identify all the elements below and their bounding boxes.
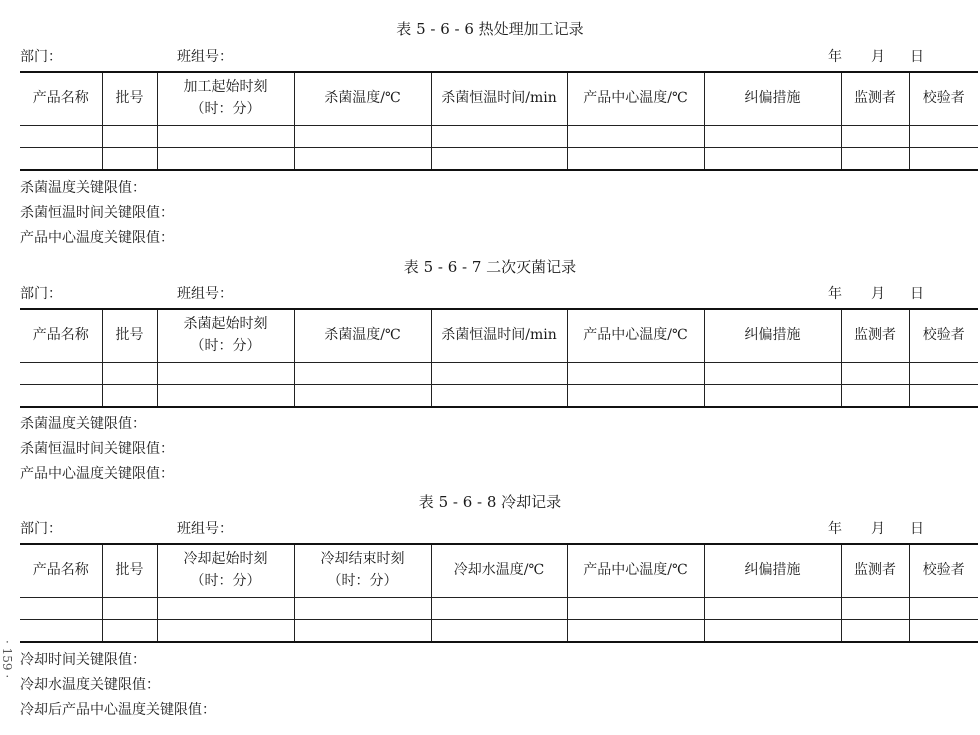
- limit-line: 杀菌恒温时间关键限值：: [20, 205, 174, 221]
- limit-line: 产品中心温度关键限值：: [20, 230, 174, 246]
- header-cool-end-time: 冷却结束时刻 （时：分）: [294, 544, 431, 598]
- header-cool-water-temp: 冷却水温度/℃: [431, 544, 567, 598]
- year-label: 年: [828, 521, 842, 537]
- table-title: 表 5 - 6 - 8 冷却记录: [418, 493, 562, 511]
- header-product-name: 产品名称: [20, 72, 102, 126]
- month-label: 月: [871, 49, 885, 65]
- limit-line: 杀菌恒温时间关键限值：: [20, 441, 174, 457]
- page-number: · 159 ·: [0, 640, 14, 679]
- header-batch: 批号: [102, 309, 157, 363]
- header-batch: 批号: [102, 72, 157, 126]
- header-product-name: 产品名称: [20, 309, 102, 363]
- limit-line: 冷却水温度关键限值：: [20, 677, 160, 693]
- header-monitor: 监测者: [841, 72, 909, 126]
- table-title: 表 5 - 6 - 6 热处理加工记录: [396, 20, 584, 38]
- table-row: [20, 148, 978, 171]
- cooling-table: [20, 543, 978, 643]
- header-monitor: 监测者: [841, 309, 909, 363]
- header-start-time: 杀菌起始时刻 （时：分）: [157, 309, 294, 363]
- limits-block: [20, 412, 174, 487]
- limit-line: 冷却时间关键限值：: [20, 652, 146, 668]
- header-start-time: 加工起始时刻 （时：分）: [157, 72, 294, 126]
- header-batch: 批号: [102, 544, 157, 598]
- day-label: 日: [910, 521, 924, 537]
- header-verifier: 校验者: [909, 72, 978, 126]
- table-row: [20, 620, 978, 643]
- year-label: 年: [828, 286, 842, 302]
- table-title: 表 5 - 6 - 7 二次灭菌记录: [403, 258, 577, 276]
- header-correction: 纠偏措施: [704, 544, 841, 598]
- limit-line: 冷却后产品中心温度关键限值：: [20, 702, 216, 718]
- table-row: [20, 598, 978, 620]
- header-product-name: 产品名称: [20, 544, 102, 598]
- header-verifier: 校验者: [909, 309, 978, 363]
- header-center-temp: 产品中心温度/℃: [567, 544, 704, 598]
- month-label: 月: [871, 286, 885, 302]
- header-hold-time: 杀菌恒温时间/min: [431, 309, 567, 363]
- secondary-sterilization-table: [20, 308, 978, 408]
- table-row: [20, 385, 978, 408]
- header-correction: 纠偏措施: [704, 72, 841, 126]
- header-monitor: 监测者: [841, 544, 909, 598]
- header-sterilize-temp: 杀菌温度/℃: [294, 72, 431, 126]
- day-label: 日: [910, 286, 924, 302]
- header-sterilize-temp: 杀菌温度/℃: [294, 309, 431, 363]
- year-label: 年: [828, 49, 842, 65]
- team-label: 班组号：: [177, 49, 233, 65]
- meta-row: [0, 283, 980, 303]
- table-row: [20, 126, 978, 148]
- header-center-temp: 产品中心温度/℃: [567, 309, 704, 363]
- dept-label: 部门：: [20, 286, 62, 302]
- dept-label: 部门：: [20, 521, 62, 537]
- dept-label: 部门：: [20, 49, 62, 65]
- header-correction: 纠偏措施: [704, 309, 841, 363]
- team-label: 班组号：: [177, 521, 233, 537]
- team-label: 班组号：: [177, 286, 233, 302]
- header-cool-start-time: 冷却起始时刻 （时：分）: [157, 544, 294, 598]
- month-label: 月: [871, 521, 885, 537]
- meta-row: [0, 46, 980, 66]
- heat-treatment-table: [20, 71, 978, 171]
- table-row: [20, 363, 978, 385]
- limit-line: 产品中心温度关键限值：: [20, 466, 174, 482]
- header-center-temp: 产品中心温度/℃: [567, 72, 704, 126]
- meta-row: [0, 518, 980, 538]
- limits-block: [20, 176, 174, 251]
- limits-block: [20, 648, 216, 723]
- header-hold-time: 杀菌恒温时间/min: [431, 72, 567, 126]
- day-label: 日: [910, 49, 924, 65]
- limit-line: 杀菌温度关键限值：: [20, 416, 146, 432]
- limit-line: 杀菌温度关键限值：: [20, 180, 146, 196]
- header-verifier: 校验者: [909, 544, 978, 598]
